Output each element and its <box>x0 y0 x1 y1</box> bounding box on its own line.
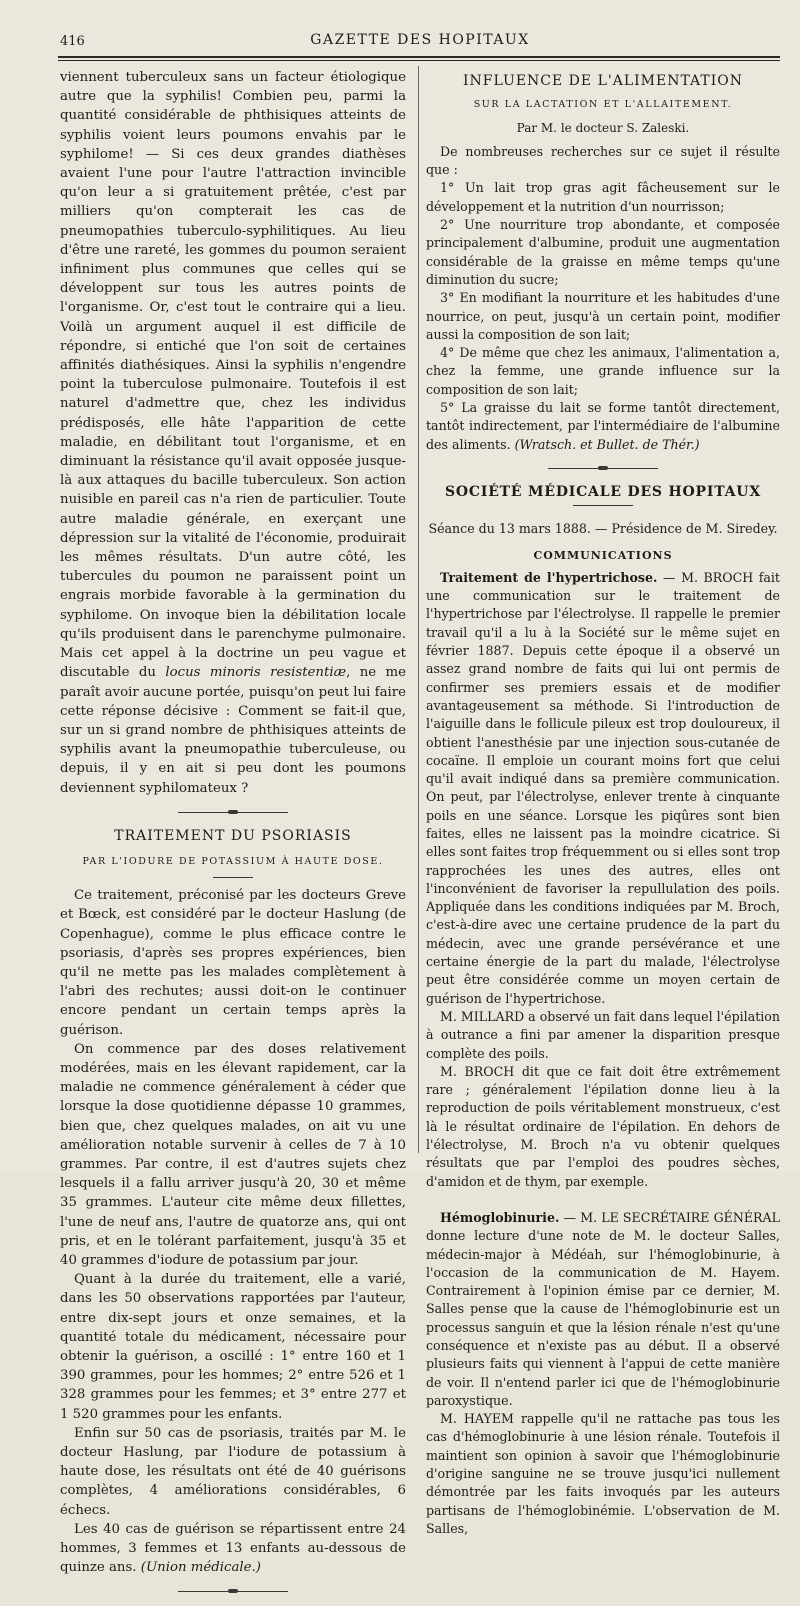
nutrition-intro: De nombreuses recherches sur ce sujet il résulte que : <box>426 143 780 178</box>
session-line: Séance du 13 mars 1888. — Présidence de M. Siredey. <box>428 521 778 537</box>
nutrition-title: INFLUENCE DE L'ALIMENTATION <box>463 73 743 89</box>
section-separator <box>548 468 658 469</box>
section-separator <box>178 1591 288 1592</box>
page-number: 416 <box>60 34 85 49</box>
psoriasis-paragraph: Ce traitement, préconisé par les docteurs Greve et Bœck, est considéré par le docteur Haslung (de Copenhague), comme le plus efficace contre le psoriasis, d'après ses propres expériences, bien qu'il ne mette pas les malades complètement à l'abri des rechutes; aussi doit-on le continuer encore pendant un certain temps après la guérison. <box>60 888 406 1038</box>
psoriasis-paragraph: Enfin sur 50 cas de psoriasis, traités par M. le docteur Haslung, par l'iodure de potassium à haute dose, les résultats ont été de 40 guérisons complètes, 4 améliorations considérables, 6 échecs. <box>60 1425 406 1518</box>
nutrition-subtitle: SUR LA LACTATION ET L'ALLAITEMENT. <box>473 99 733 111</box>
title-rule <box>573 505 633 506</box>
hayem-paragraph: M. HAYEM rappelle qu'il ne rattache pas tous les cas d'hémoglobinurie à une lésion rénale. Toutefois il maintient son opinion à savoir que l'hémoglobinurie d'origine sanguine ne se trouve jusqu'ici nullement démontrée par les faits invoqués par les auteurs partisans de l'hémoglobinémie. L'observation de M. Salles, <box>426 1411 780 1536</box>
millard-paragraph: M. MILLARD a observé un fait dans lequel l'épilation à outrance a fini par amener la disparition presque complète des poils. <box>426 1008 780 1061</box>
nutrition-point: 5° La graisse du lait se forme tantôt directement, tantôt indirectement, par l'intermédiaire de l'albumine des aliments. (Wratsch. et Bullet. de Thér.) <box>426 400 780 452</box>
title-rule <box>213 877 253 878</box>
column-divider <box>418 66 419 1153</box>
psoriasis-paragraph: Les 40 cas de guérison se répartissent entre 24 hommes, 3 femmes et 13 enfants au-dessous de quinze ans. (Union médicale.) <box>60 1521 406 1576</box>
hemoglobinuria-paragraph: Hémoglobinurie. — M. LE SECRÉTAIRE GÉNÉRAL donne lecture d'une note de M. le docteur Salles, médecin-major à Médéah, sur l'hémoglobinurie, à l'occasion de la communication de M. Hayem. Contrairement à l'opinion émise par ce dernier, M. Salles pense que la cause de l'hémoglobinurie est un processus sanguin et que la lésion rénale n'est qu'une conséquence et n'existe pas au début. Il a observé plusieurs faits qui viennent à l'appui de cette manière de voir. Il n'entend parler ici que de l'hémoglobinurie paroxystique. <box>426 1209 780 1408</box>
society-title: SOCIÉTÉ MÉDICALE DES HOPITAUX <box>445 483 761 500</box>
psoriasis-paragraph: On commence par des doses relativement modérées, mais en les élevant rapidement, car la maladie ne commence généralement à céder que lorsque la dose quotidienne dépasse 10 grammes, bien que, chez quelques malades, on ait vu une amélioration notable survenir à celles de 7 à 10 grammes. Par contre, il est d'autres sujets chez lesquels il a fallu arriver jusqu'à 20, 30 et même 35 grammes. L'auteur cite même deux fillettes, l'une de neuf ans, l'autre de quatorze ans, qui ont pris, et en le tolérant parfaitement, jusqu'à 35 et 40 grammes d'iodure de potassium par jour. <box>60 1041 406 1268</box>
psoriasis-source: (Union médicale.) <box>140 1560 261 1576</box>
communications-heading: COMMUNICATIONS <box>533 548 673 562</box>
header-rule-thin <box>58 60 780 61</box>
nutrition-byline: Par M. le docteur S. Zaleski. <box>516 120 690 135</box>
nutrition-point: 3° En modifiant la nourriture et les habitudes d'une nourrice, on peut, jusqu'à un certain point, modifier aussi la composition de son lait; <box>426 290 780 342</box>
latin-phrase: locus minoris resistentiæ <box>165 665 347 681</box>
nutrition-point: 4° De même que chez les animaux, l'alimentation a, chez la femme, une grande influence sur la composition de son lait; <box>426 345 780 397</box>
hypertrichose-lead: Traitement de l'hypertrichose. <box>440 569 658 585</box>
nutrition-point: 1° Un lait trop gras agit fâcheusement sur le développement et la nutrition d'un nourrisson; <box>426 180 780 214</box>
hypertrichose-paragraph: Traitement de l'hypertrichose. — M. BROCH fait une communication sur le traitement de l'hypertrichose par l'électrolyse. Il rappelle le premier travail qu'il a lu à la Société sur le même sujet en février 1887. Depuis cette époque il a observé un assez grand nombre de faits qui lui ont permis de confirmer ses premiers essais et de modifier avantageusement sa méthode. Si l'introduction de l'aiguille dans le follicule pileux est trop douloureux, il obtient l'anesthésie par une injection sous-cutanée de cocaïne. Il emploie un courant moins fort que celui qu'il avait indiqué dans sa première communication. On peut, par l'électrolyse, enlever trente à cinquante poils en une séance. Lorsque les piqûres sont bien faites, elles ne laissent pas la moindre cicatrice. Si elles sont faites trop fréquemment ou si elles sont trop rapprochées les unes des autres, elles ont l'inconvénient de favoriser la repullulation des poils. Appliquée dans les conditions indiquées par M. Broch, c'est-à-dire avec une certaine prudence de la part du médecin, avec une grande persévérance et une certaine énergie de la part du malade, l'électrolyse peut être considérée comme un moyen certain de guérison de l'hypertrichose. <box>426 569 780 1006</box>
section-separator <box>178 812 288 813</box>
syphilis-article-text: viennent tuberculeux sans un facteur étiologique autre que la syphilis! Combien peu, parmi la quantité considérable de phthisiques atteints de syphilis voient leurs poumons envahis par le syphilome! — Si ces deux grandes diathèses avaient l'une pour l'autre l'attraction invincible qu'on leur a si gratuitement prêtée, c'est par milliers qu'on compterait les cas de pneumopathies tuberculo-syphilitiques. Au lieu d'être une rareté, les gommes du poumon seraient infiniment plus communes que celles qui se développent sur tous les autres points de l'organisme. Or, c'est tout le contraire qui a lieu. Voilà un argument auquel il est difficile de répondre, si entiché que l'on soit de certaines affinités diathésiques. Ainsi la syphilis n'engendre point la tuberculose pulmonaire. Toutefois il est naturel d'admettre que, chez les individus prédisposés, elle hâte l'apparition de cette maladie, en débilitant tout l'organisme, et en diminuant la résistance qu'il avait opposée jusque-là aux attaques du bacille tuberculeux. Son action nuisible en pareil cas n'a rien de particulier. Toute autre maladie générale, en exerçant une dépression sur la vitalité de l'économie, produirait les mêmes résultats. D'un autre côté, les tubercules du poumon ne paraissent point un engrais morbide favorable à la germination du syphilome. On invoque bien la débilitation locale qu'ils produisent dans le parenchyme pulmonaire. Mais cet appel à la doctrine un peu vague et discutable du locus minoris resistentiæ, ne me paraît avoir aucune portée, puisqu'on peut lui faire cette réponse décisive : Comment se fait-il que, sur un si grand nombre de phthisiques atteints de syphilis avant la pneumopathie tuberculeuse, ou depuis, il y en ait si peu dont les poumons deviennent syphilomateux ? <box>60 70 407 796</box>
psoriasis-title: TRAITEMENT DU PSORIASIS <box>114 827 352 844</box>
page-header <box>60 30 780 54</box>
broch-reply-paragraph: M. BROCH dit que ce fait doit être extrêmement rare ; généralement l'épilation donne lieu à la reproduction de poils véritablement monstrueux, c'est là le résultat ordinaire de l'épilation. En dehors de l'électrolyse, M. Broch n'a vu obtenir quelques résultats que par l'emploi des poudres sèches, d'amidon et de thym, par exemple. <box>426 1063 780 1189</box>
right-column <box>426 68 780 1538</box>
psoriasis-subtitle: PAR L'IODURE DE POTASSIUM À HAUTE DOSE. <box>82 855 384 867</box>
nutrition-point: 2° Une nourriture trop abondante, et composée principalement d'albumine, produit une augmentation considérable de la graisse en même temps qu'une diminution du sucre; <box>426 217 780 287</box>
header-rule <box>58 56 780 58</box>
journal-title: GAZETTE DES HOPITAUX <box>310 32 530 48</box>
hemoglobinuria-lead: Hémoglobinurie. <box>440 1209 560 1225</box>
psoriasis-paragraph: Quant à la durée du traitement, elle a varié, dans les 50 observations rapportées par l'auteur, entre dix-sept jours et onze semaines, et la quantité totale du médicament, nécessaire pour obtenir la guérison, a oscillé : 1° entre 160 et 1 390 grammes, pour les hommes; 2° entre 526 et 1 328 grammes pour les femmes; et 3° entre 277 et 1 520 grammes pour les enfants. <box>60 1272 406 1422</box>
nutrition-source: (Wratsch. et Bullet. de Thér.) <box>514 436 700 452</box>
left-column <box>60 68 406 1606</box>
